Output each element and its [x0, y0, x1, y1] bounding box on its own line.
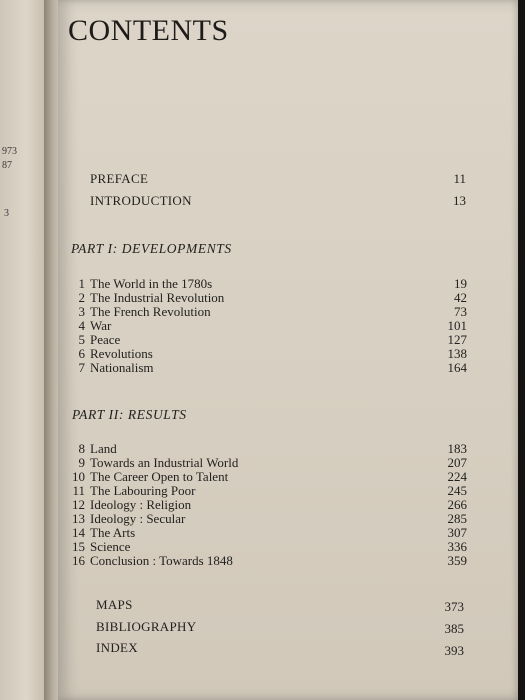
chapter-title: Conclusion : Towards 1848 — [90, 553, 233, 568]
maps-label: MAPS — [96, 597, 133, 612]
chapter-number: 1 — [78, 276, 85, 291]
chapter-number: 12 — [72, 497, 85, 512]
chapter-title: The Industrial Revolution — [90, 290, 225, 305]
chapter-page: 224 — [447, 469, 467, 484]
chapter-page: 207 — [447, 455, 467, 470]
bibliography-page: 385 — [444, 621, 464, 636]
chapter-title: The French Revolution — [90, 304, 211, 319]
index-page: 393 — [444, 643, 464, 658]
chapter-number: 10 — [72, 469, 85, 484]
preface-page: 11 — [453, 171, 466, 186]
facing-page-edge — [0, 0, 44, 700]
chapter-number: 13 — [72, 511, 85, 526]
chapter-title: The Labouring Poor — [90, 483, 196, 498]
chapter-number: 7 — [78, 360, 85, 375]
chapter-number: 5 — [78, 332, 85, 347]
chapter-page: 73 — [454, 304, 467, 319]
facing-page-fragment: 87 — [2, 160, 12, 171]
chapter-title: Science — [90, 539, 131, 554]
part-1-heading: PART I: DEVELOPMENTS — [71, 241, 232, 256]
chapter-number: 15 — [72, 539, 85, 554]
part-2-heading: PART II: RESULTS — [72, 407, 187, 422]
chapter-page: 266 — [447, 497, 467, 512]
facing-page-fragment: 3 — [4, 208, 9, 219]
chapter-title: The World in the 1780s — [90, 276, 213, 291]
chapter-page: 101 — [447, 318, 467, 333]
chapter-page: 19 — [454, 276, 467, 291]
index-label: INDEX — [96, 640, 138, 655]
chapter-title: Nationalism — [90, 360, 154, 375]
maps-page: 373 — [444, 599, 464, 614]
chapter-page: 336 — [447, 539, 467, 554]
chapter-number: 6 — [78, 346, 85, 361]
chapter-page: 359 — [447, 553, 467, 568]
preface-label: PREFACE — [90, 171, 149, 186]
chapter-page: 285 — [447, 511, 467, 526]
chapter-title: Land — [90, 441, 117, 456]
bibliography-label: BIBLIOGRAPHY — [96, 619, 197, 634]
page-title: CONTENTS — [68, 14, 229, 47]
chapter-page: 138 — [447, 346, 467, 361]
chapter-title: The Arts — [90, 525, 136, 540]
chapter-page: 183 — [447, 441, 467, 456]
chapter-page: 127 — [447, 332, 467, 347]
chapter-page: 164 — [447, 360, 467, 375]
chapter-number: 4 — [78, 318, 85, 333]
chapter-title: Ideology : Religion — [90, 497, 192, 512]
chapter-title: The Career Open to Talent — [90, 469, 229, 484]
facing-page-fragment: 973 — [2, 146, 17, 157]
chapter-number: 2 — [78, 290, 85, 305]
chapter-title: Towards an Industrial World — [90, 455, 239, 470]
chapter-number: 8 — [78, 441, 85, 456]
chapter-title: Revolutions — [90, 346, 153, 361]
introduction-page: 13 — [453, 193, 466, 208]
chapter-number: 9 — [78, 455, 85, 470]
chapter-page: 245 — [447, 483, 467, 498]
page-edge-shadow — [518, 0, 525, 700]
chapter-title: Ideology : Secular — [90, 511, 186, 526]
chapter-page: 42 — [454, 290, 467, 305]
chapter-number: 3 — [78, 304, 85, 319]
chapter-number: 11 — [72, 483, 85, 498]
chapter-title: War — [90, 318, 112, 333]
introduction-label: INTRODUCTION — [90, 193, 192, 208]
chapter-number: 16 — [72, 553, 85, 568]
chapter-number: 14 — [72, 525, 85, 540]
chapter-page: 307 — [447, 525, 467, 540]
chapter-title: Peace — [90, 332, 121, 347]
